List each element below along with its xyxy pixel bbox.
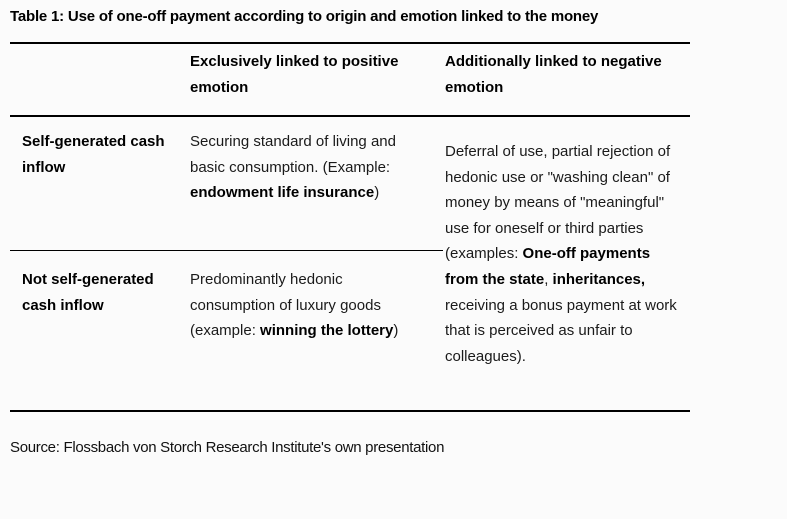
text-segment: ,	[544, 270, 553, 288]
header-cell-positive-emotion: Exclusively linked to positive emotion	[190, 53, 399, 96]
cell-self-generated-positive	[190, 129, 428, 206]
text-segment: receiving a bonus payment at work that is perceived as unfair to colleagues).	[445, 296, 677, 365]
source-note: Source: Flossbach von Storch Research Institute's own presentation	[10, 439, 445, 456]
bold-example-one-off-payments-from-the-state: One-off payments from the state	[445, 245, 651, 288]
cell-negative-emotion-merged	[445, 139, 682, 369]
row-divider-rule	[10, 250, 443, 251]
header-cell-negative-emotion: Additionally linked to negative emotion	[445, 53, 662, 96]
bold-example-winning-the-lottery: winning the lottery	[260, 322, 394, 340]
table-bottom-rule	[10, 410, 690, 412]
text-segment: Deferral of use, partial rejection of hedonic use or "washing clean" of money by means of "meaningful" use for oneself or third parties (examples:	[445, 143, 671, 263]
row-label-not-self-generated: Not self-generated cash inflow	[22, 271, 154, 314]
bold-example-inheritances: inheritances,	[552, 270, 646, 288]
text-segment: )	[393, 322, 399, 340]
text-segment: Predominantly hedonic consumption of luxury goods (example:	[190, 271, 381, 340]
bold-example-endowment-life-insurance: endowment life insurance	[190, 184, 375, 202]
cell-not-self-generated-positive	[190, 267, 428, 344]
table-header-rule	[10, 115, 690, 117]
row-label-self-generated: Self-generated cash inflow	[22, 133, 165, 176]
table-top-rule	[10, 42, 690, 44]
text-segment: )	[374, 184, 380, 202]
table-title: Table 1: Use of one-off payment according to origin and emotion linked to the money	[10, 8, 599, 25]
text-segment: Securing standard of living and basic consumption. (Example:	[190, 133, 396, 176]
